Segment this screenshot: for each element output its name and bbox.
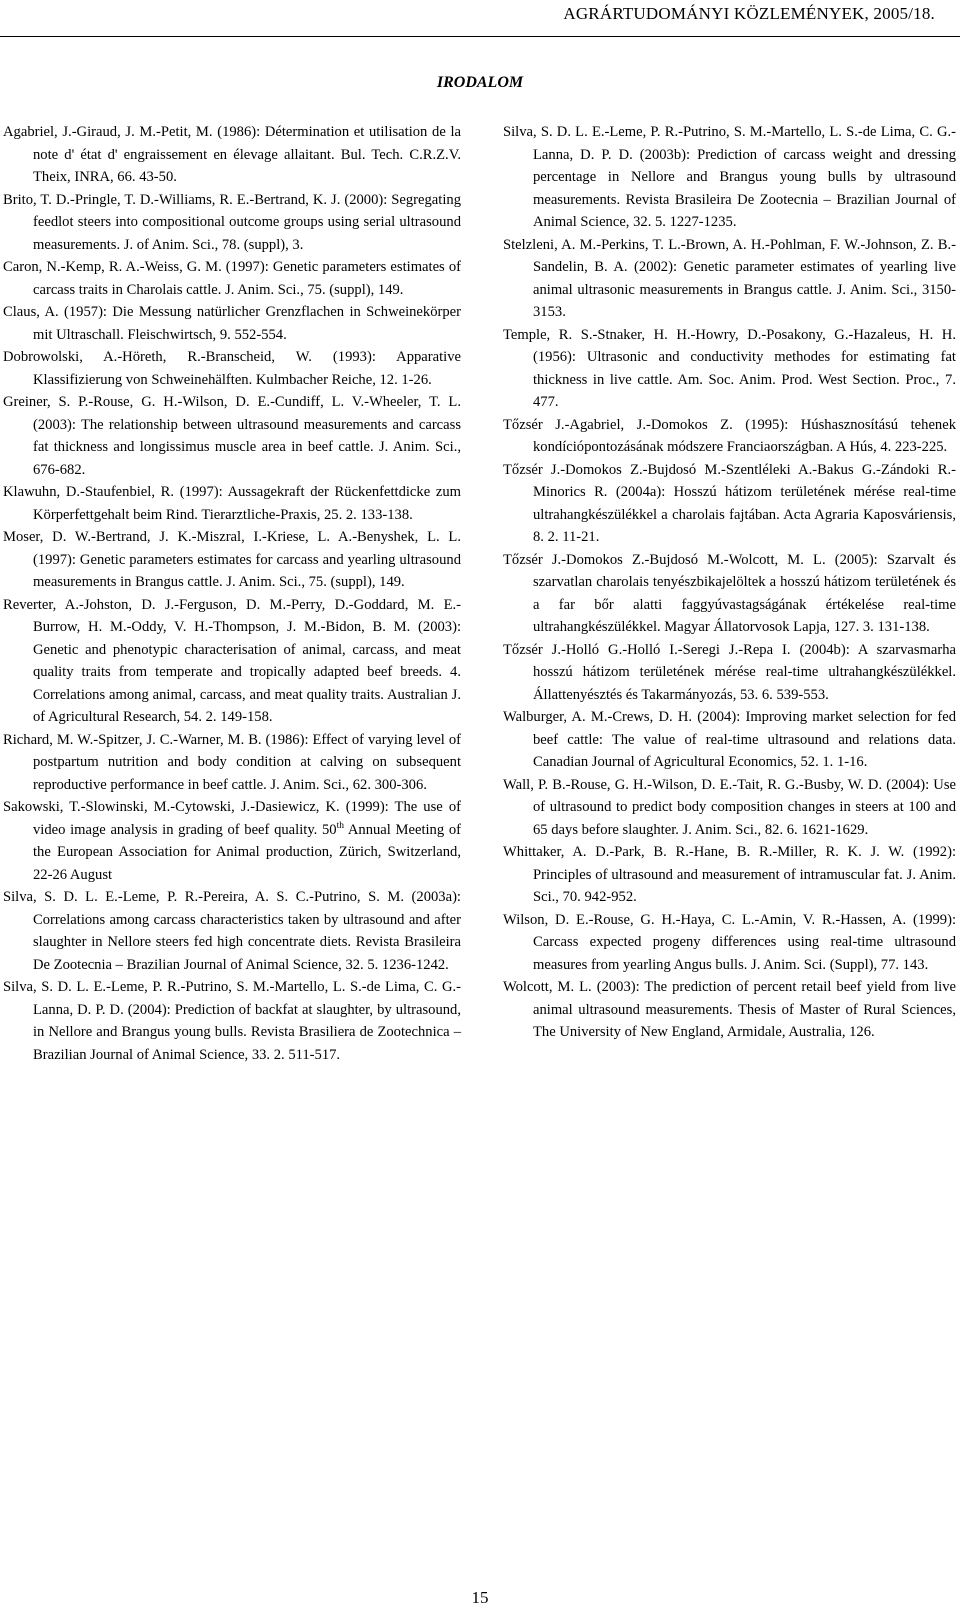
reference-item: Greiner, S. P.-Rouse, G. H.-Wilson, D. E.-Cundiff, L. V.-Wheeler, T. L. (2003): The relationship between ultrasound measurements and carcass fat thickness and longissimus muscle area in beef cattle. J. Anim. Sci., 676-682.: [3, 394, 461, 478]
reference-item: Wolcott, M. L. (2003): The prediction of percent retail beef yield from live animal ultrasound measurements. Thesis of Master of Rural Sciences, The University of New England, Armidale, Australia, 126.: [503, 979, 956, 1040]
reference-item: Silva, S. D. L. E.-Leme, P. R.-Putrino, S. M.-Martello, L. S.-de Lima, C. G.-Lanna, D. P. D. (2004): Prediction of backfat at slaughter, by ultrasound, in Nellore and Brangus young bulls. Revista Brasiliera de Zootechnica – Brazilian Journal of Animal Science, 33. 2. 511-517.: [3, 979, 461, 1063]
page-number: 15: [471, 1588, 489, 1607]
reference-item: Klawuhn, D.-Staufenbiel, R. (1997): Aussagekraft der Rückenfettdicke zum Körperfettgehalt beim Rind. Tierarztliche-Praxis, 25. 2. 133-138.: [3, 484, 461, 523]
ordinal-superscript: th: [336, 820, 344, 831]
reference-item: Richard, M. W.-Spitzer, J. C.-Warner, M. B. (1986): Effect of varying level of postpartum nutrition and body condition at calving on subsequent reproductive performance in beef cattle. J. Anim. Sci., 62. 300-306.: [3, 731, 461, 793]
reference-column-right: [503, 121, 956, 1044]
reference-text: Annual Meeting of the European Association for Animal production, Zürich, Switzerland, 22-26 August: [33, 821, 461, 883]
reference-item: Tőzsér J.-Holló G.-Holló I.-Seregi J.-Repa I. (2004b): A szarvasmarha hosszú hátizom területének mérése real-time ultrahangkészülékkel. Állattenyésztés és Takarmányozás, 53. 6. 539-553.: [503, 641, 956, 703]
reference-item: Temple, R. S.-Stnaker, H. H.-Howry, D.-Posakony, G.-Hazaleus, H. H. (1956): Ultrasonic and conductivity methodes for estimating fat thickness in live cattle. Am. Soc. Anim. Prod. West Section. Proc., 7. 477.: [503, 326, 956, 410]
reference-item: Walburger, A. M.-Crews, D. H. (2004): Improving market selection for fed beef cattle: The value of real-time ultrasound and relations data. Canadian Journal of Agricultural Economics, 52. 1. 1-16.: [503, 709, 956, 770]
reference-item: Dobrowolski, A.-Höreth, R.-Branscheid, W. (1993): Apparative Klassifizierung von Schweinehälften. Kulmbacher Reiche, 12. 1-26.: [3, 349, 461, 388]
reference-item: Brito, T. D.-Pringle, T. D.-Williams, R. E.-Bertrand, K. J. (2000): Segregating feedlot steers into compositional outcome groups using serial ultrasound measurements. J. of Anim. Sci., 78. (suppl), 3.: [3, 191, 461, 253]
reference-item: Tőzsér J.-Domokos Z.-Bujdosó M.-Szentléleki A.-Bakus G.-Zándoki R.-Minorics R. (2004a): Hosszú hátizom területének mérése real-time ultrahangkészülékkel a charolais fajtában. Acta Agraria Kaposváriensis, 8. 2. 11-21.: [503, 461, 956, 545]
reference-item: Tőzsér J.-Domokos Z.-Bujdosó M.-Wolcott, M. L. (2005): Szarvalt és szarvatlan charolais tenyészbikajelöltek a hosszú hátizom területének és a far bőr alatti faggyúvastagságának értékelése real-time ultrahangkészülékkel. Magyar Állatorvosok Lapja, 127. 3. 131-138.: [503, 551, 956, 635]
reference-item: Claus, A. (1957): Die Messung natürlicher Grenzflachen in Schweinekörper mit Ultraschall. Fleischwirtsch, 9. 552-554.: [3, 304, 461, 343]
reference-item: Tőzsér J.-Agabriel, J.-Domokos Z. (1995): Húshasznosítású tehenek kondíciópontozásának módszere Franciaországban. A Hús, 4. 223-225.: [503, 416, 956, 455]
reference-item: Wilson, D. E.-Rouse, G. H.-Haya, C. L.-Amin, V. R.-Hassen, A. (1999): Carcass expected progeny differences using real-time ultrasound measures from yearling Angus bulls. J. Anim. Sci. (Suppl), 77. 143.: [503, 911, 956, 973]
reference-item: Stelzleni, A. M.-Perkins, T. L.-Brown, A. H.-Pohlman, F. W.-Johnson, Z. B.-Sandelin, B. A. (2002): Genetic parameter estimates of yearling live animal ultrasonic measurements in Brangus cattle. J. Anim. Sci., 3150-3153.: [503, 236, 956, 320]
reference-item: Agabriel, J.-Giraud, J. M.-Petit, M. (1986): Détermination et utilisation de la note d' état d' engraissement en élevage allaitant. Bul. Tech. C.R.Z.V. Theix, INRA, 66. 43-50.: [3, 124, 461, 185]
reference-item: Silva, S. D. L. E.-Leme, P. R.-Pereira, A. S. C.-Putrino, S. M. (2003a): Correlations among carcass characteristics taken by ultrasound and after slaughter in Nellore steers fed high concentrate diets. Revista Brasileira De Zootecnia – Brazilian Journal of Animal Science, 32. 5. 1236-1242.: [3, 889, 461, 973]
reference-item: Silva, S. D. L. E.-Leme, P. R.-Putrino, S. M.-Martello, L. S.-de Lima, C. G.-Lanna, D. P. D. (2003b): Prediction of carcass weight and dressing percentage in Nellore and Brangus young bulls by ultrasound measurements. Revista Brasileira De Zootecnia – Brazilian Journal of Animal Science, 32. 5. 1227-1235.: [503, 124, 956, 230]
reference-column-left: [3, 121, 461, 1066]
reference-item: Wall, P. B.-Rouse, G. H.-Wilson, D. E.-Tait, R. G.-Busby, W. D. (2004): Use of ultrasound to predict body composition changes in steers at 100 and 65 days before slaughter. J. Anim. Sci., 82. 6. 1621-1629.: [503, 776, 956, 838]
journal-header: AGRÁRTUDOMÁNYI KÖZLEMÉNYEK, 2005/18.: [563, 4, 935, 23]
reference-item: Reverter, A.-Johston, D. J.-Ferguson, D. M.-Perry, D.-Goddard, M. E.-Burrow, H. M.-Oddy, V. H.-Thompson, J. M.-Bidon, B. M. (2003): Genetic and phenotypic characterisation of animal, carcass, and meat quality traits from temperate and tropically adapted beef breeds. 4. Correlations among animal, carcass, and meat quality traits. Australian J. of Agricultural Research, 54. 2. 149-158.: [3, 596, 461, 725]
header-rule: [0, 36, 960, 37]
reference-item: Caron, N.-Kemp, R. A.-Weiss, G. M. (1997): Genetic parameters estimates of carcass traits in Charolais cattle. J. Anim. Sci., 75. (suppl), 149.: [3, 259, 461, 298]
section-title: IRODALOM: [436, 74, 524, 91]
reference-item: Whittaker, A. D.-Park, B. R.-Hane, B. R.-Miller, R. K. J. W. (1992): Principles of ultrasound and measurement of intramuscular fat. J. Anim. Sci., 70. 942-952.: [503, 844, 956, 905]
reference-text: Sakowski, T.-Slowinski, M.-Cytowski, J.-Dasiewicz, K. (1999): The use of video image analysis in grading of beef quality. 50: [3, 799, 461, 838]
reference-item: Moser, D. W.-Bertrand, J. K.-Miszral, I.-Kriese, L. A.-Benyshek, L. L. (1997): Genetic parameters estimates for carcass and yearling ultrasound measurements in Brangus cattle. J. Anim. Sci., 75. (suppl), 149.: [3, 529, 461, 590]
reference-item-sakowski: [3, 796, 461, 886]
